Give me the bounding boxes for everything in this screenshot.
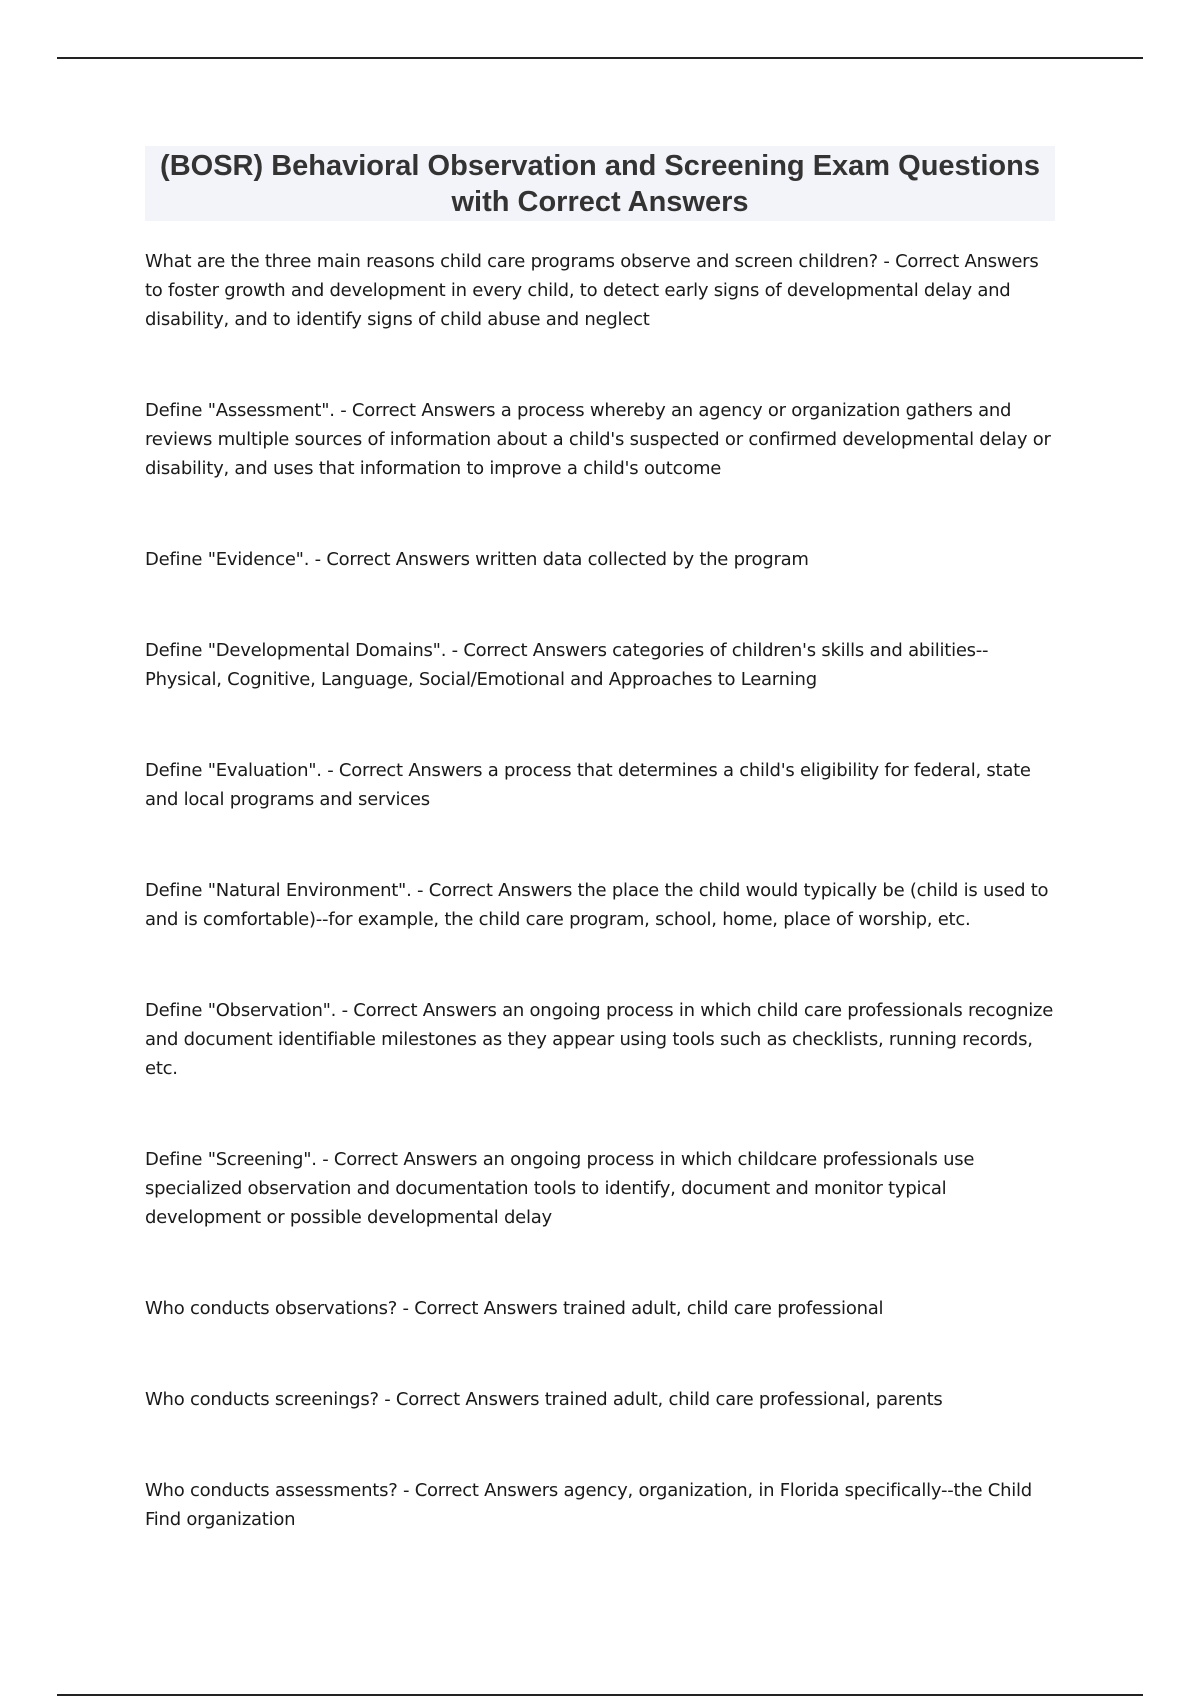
qa-item: Define "Evaluation". - Correct Answers a process that determines a child's eligibility for federal, state and local programs and services	[145, 760, 1031, 810]
top-divider	[57, 57, 1143, 59]
qa-item: Define "Assessment". - Correct Answers a process whereby an agency or organization gathers and reviews multiple sources of information about a child's suspected or confirmed developmental delay or disability, and uses that information to improve a child's outcome	[145, 400, 1051, 479]
qa-list	[145, 247, 1060, 1534]
qa-item: Who conducts screenings? - Correct Answers trained adult, child care professional, parents	[145, 1389, 943, 1410]
qa-item: What are the three main reasons child care programs observe and screen children? - Correct Answers to foster growth and development in every child, to detect early signs of developmental delay and disability, and to identify signs of child abuse and neglect	[145, 251, 1039, 330]
qa-item: Who conducts observations? - Correct Answers trained adult, child care professional	[145, 1298, 884, 1319]
qa-item: Define "Natural Environment". - Correct Answers the place the child would typically be (child is used to and is comfortable)--for example, the child care program, school, home, place of worship, etc.	[145, 880, 1049, 930]
qa-item: Define "Evidence". - Correct Answers written data collected by the program	[145, 549, 809, 570]
qa-item: Who conducts assessments? - Correct Answers agency, organization, in Florida specifically--the Child Find organization	[145, 1480, 1032, 1530]
qa-item: Define "Developmental Domains". - Correct Answers categories of children's skills and abilities--Physical, Cognitive, Language, Social/Emotional and Approaches to Learning	[145, 640, 989, 690]
qa-item: Define "Screening". - Correct Answers an ongoing process in which childcare professionals use specialized observation and documentation tools to identify, document and monitor typical development or possible developmental delay	[145, 1149, 975, 1228]
title-banner	[145, 146, 1055, 221]
qa-item: Define "Observation". - Correct Answers an ongoing process in which child care professionals recognize and document identifiable milestones as they appear using tools such as checklists, running records, etc.	[145, 1000, 1054, 1079]
bottom-divider	[57, 1694, 1143, 1696]
document-title: (BOSR) Behavioral Observation and Screening Exam Questions with Correct Answers	[160, 149, 1040, 218]
